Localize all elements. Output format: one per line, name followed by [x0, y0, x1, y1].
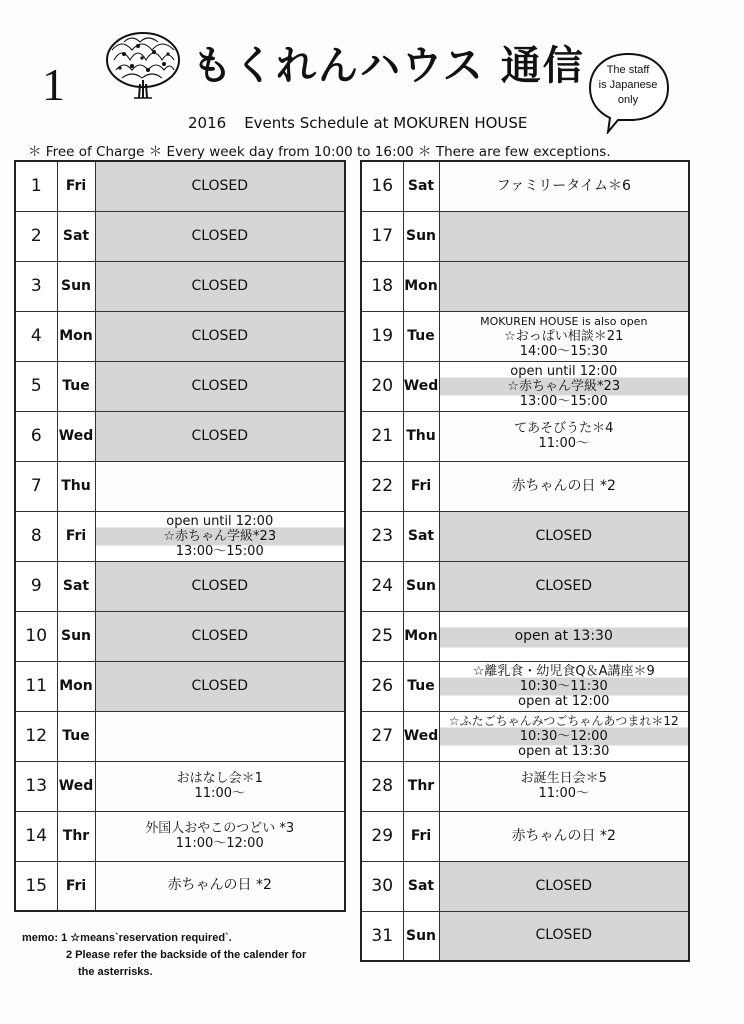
calendar-row [15, 661, 345, 711]
calendar-row [15, 211, 345, 261]
day-of-week: Mon [403, 261, 439, 311]
event-line: 10:30～12:00 [519, 728, 608, 744]
day-of-week: Thr [403, 761, 439, 811]
calendar-row [361, 661, 689, 711]
event-line: ファミリータイム＊6 [496, 177, 631, 194]
day-number: 9 [15, 561, 57, 611]
event-cell [95, 211, 345, 261]
calendar-row [15, 361, 345, 411]
calendar-row [361, 261, 689, 311]
event-line: open until 12:00 [510, 363, 618, 379]
event-cell [439, 361, 689, 411]
event-line: てあそびうた＊4 [514, 421, 614, 436]
calendar-table-left [14, 160, 346, 912]
event-cell [95, 461, 345, 511]
calendar-row [15, 461, 345, 511]
day-number: 14 [15, 811, 57, 861]
day-of-week: Wed [57, 411, 95, 461]
event-cell [95, 411, 345, 461]
calendar-row [361, 511, 689, 561]
calendar-row [15, 511, 345, 561]
event-line: CLOSED [191, 277, 249, 294]
event-line: CLOSED [191, 177, 249, 194]
event-line: CLOSED [191, 227, 249, 244]
event-line: 外国人おやこのつどい *3 [145, 821, 295, 836]
day-number: 25 [361, 611, 403, 661]
day-of-week: Mon [57, 311, 95, 361]
calendar-row [361, 161, 689, 211]
event-line: open at 12:00 [518, 693, 610, 709]
day-of-week: Sat [57, 211, 95, 261]
day-number: 26 [361, 661, 403, 711]
day-number: 4 [15, 311, 57, 361]
event-cell [95, 811, 345, 861]
calendar-row [361, 811, 689, 861]
memo-line-3: the asterrisks. [78, 966, 153, 978]
event-cell [95, 161, 345, 211]
day-number: 28 [361, 761, 403, 811]
day-of-week: Mon [57, 661, 95, 711]
day-of-week: Sun [403, 561, 439, 611]
day-number: 19 [361, 311, 403, 361]
day-number: 11 [15, 661, 57, 711]
event-line: 13:00～15:00 [519, 393, 608, 409]
event-line: 赤ちゃんの日 *2 [167, 877, 272, 894]
calendar-row [15, 761, 345, 811]
event-cell [95, 661, 345, 711]
calendar-row [361, 761, 689, 811]
event-line: 14:00～15:30 [519, 343, 608, 359]
calendar-table-right [360, 160, 690, 962]
day-of-week: Tue [403, 661, 439, 711]
event-line: 11:00～12:00 [175, 836, 264, 851]
day-number: 3 [15, 261, 57, 311]
event-cell [439, 711, 689, 761]
memo-line-2: 2 Please refer the backside of the calender for [66, 949, 307, 961]
day-of-week: Sun [57, 261, 95, 311]
memo-label: memo: [22, 932, 59, 944]
calendar-body-left [15, 161, 345, 911]
day-number: 2 [15, 211, 57, 261]
day-number: 5 [15, 361, 57, 411]
day-of-week: Wed [57, 761, 95, 811]
event-line: MOKUREN HOUSE is also open [480, 314, 648, 328]
day-number: 15 [15, 861, 57, 911]
day-number: 8 [15, 511, 57, 561]
calendar-row [361, 211, 689, 261]
day-of-week: Fri [57, 861, 95, 911]
day-of-week: Thu [57, 461, 95, 511]
event-line: 赤ちゃんの日 *2 [511, 827, 616, 844]
event-cell [439, 611, 689, 661]
day-number: 20 [361, 361, 403, 411]
calendar-row [15, 561, 345, 611]
day-number: 27 [361, 711, 403, 761]
day-of-week: Sat [57, 561, 95, 611]
event-cell [95, 511, 345, 561]
day-of-week: Sun [57, 611, 95, 661]
event-cell [439, 761, 689, 811]
event-cell [439, 261, 689, 311]
day-number: 22 [361, 461, 403, 511]
day-of-week: Sat [403, 861, 439, 911]
event-cell [95, 611, 345, 661]
day-of-week: Sun [403, 211, 439, 261]
event-cell [95, 711, 345, 761]
calendar-row [15, 811, 345, 861]
calendar-row [15, 161, 345, 211]
calendar-row [15, 261, 345, 311]
event-cell [439, 661, 689, 711]
day-number: 12 [15, 711, 57, 761]
newsletter-title: もくれんハウス 通信 [192, 43, 585, 89]
staff-speech-bubble [588, 50, 684, 134]
event-line: 13:00～15:00 [175, 543, 264, 559]
event-line: CLOSED [535, 877, 593, 894]
subtitle-text: Events Schedule at MOKUREN HOUSE [244, 114, 528, 132]
event-cell [439, 411, 689, 461]
event-cell [439, 311, 689, 361]
schedule-notice: ＊ Free of Charge ＊ Every week day from 10:00 to 16:00 ＊ There are few exceptions. [28, 144, 611, 160]
day-number: 17 [361, 211, 403, 261]
calendar-row [15, 611, 345, 661]
calendar-row [361, 711, 689, 761]
month-number: 1 [42, 59, 65, 110]
day-number: 23 [361, 511, 403, 561]
event-line: おはなし会＊1 [176, 771, 263, 786]
event-cell [439, 561, 689, 611]
memo-notes [22, 930, 306, 981]
subtitle-year: 2016 [188, 114, 227, 132]
event-line: ☆おっぱい相談＊21 [504, 328, 624, 344]
calendar-row [361, 861, 689, 911]
day-of-week: Mon [403, 611, 439, 661]
day-of-week: Thu [403, 411, 439, 461]
event-line: ☆ふたごちゃんみつごちゃんあつまれ＊12 [448, 713, 679, 728]
day-number: 30 [361, 861, 403, 911]
day-of-week: Sat [403, 511, 439, 561]
event-line: CLOSED [535, 527, 593, 544]
day-number: 13 [15, 761, 57, 811]
calendar-row [361, 611, 689, 661]
day-of-week: Fri [403, 811, 439, 861]
day-number: 7 [15, 461, 57, 511]
mokuren-tree-logo [104, 30, 182, 100]
event-line: お誕生日会＊5 [520, 771, 607, 786]
event-cell [439, 811, 689, 861]
event-line: CLOSED [191, 427, 249, 444]
event-cell [439, 161, 689, 211]
calendar-row [15, 861, 345, 911]
event-line: CLOSED [191, 377, 249, 394]
day-of-week: Sat [403, 161, 439, 211]
event-cell [439, 911, 689, 961]
calendar-row [361, 361, 689, 411]
event-cell [95, 861, 345, 911]
day-number: 21 [361, 411, 403, 461]
day-of-week: Fri [57, 511, 95, 561]
event-line: 11:00～ [194, 786, 245, 801]
event-line: CLOSED [535, 577, 593, 594]
day-of-week: Sun [403, 911, 439, 961]
day-of-week: Wed [403, 711, 439, 761]
day-of-week: Tue [403, 311, 439, 361]
event-cell [95, 361, 345, 411]
event-cell [439, 211, 689, 261]
memo-line-1: 1 ☆means`reservation required`. [61, 932, 232, 944]
event-cell [439, 861, 689, 911]
day-number: 16 [361, 161, 403, 211]
calendar-row [361, 411, 689, 461]
event-cell [95, 311, 345, 361]
event-line: CLOSED [191, 677, 249, 694]
calendar-row [15, 711, 345, 761]
calendar-row [361, 311, 689, 361]
calendar-row [15, 311, 345, 361]
day-of-week: Fri [403, 461, 439, 511]
day-number: 10 [15, 611, 57, 661]
calendar-row [361, 561, 689, 611]
day-of-week: Tue [57, 711, 95, 761]
event-line: CLOSED [191, 627, 249, 644]
event-line: ☆赤ちゃん学級*23 [507, 378, 621, 394]
event-line: 赤ちゃんの日 *2 [511, 477, 616, 494]
day-number: 1 [15, 161, 57, 211]
event-cell [95, 561, 345, 611]
calendar-row [15, 411, 345, 461]
event-line: ☆赤ちゃん学級*23 [163, 528, 277, 544]
event-line: open until 12:00 [166, 513, 274, 529]
event-cell [95, 261, 345, 311]
day-number: 31 [361, 911, 403, 961]
bubble-line-3: only [617, 94, 639, 106]
event-line: CLOSED [191, 577, 249, 594]
bubble-line-1: The staff [606, 64, 650, 76]
day-of-week: Thr [57, 811, 95, 861]
day-of-week: Wed [403, 361, 439, 411]
event-line: open at 13:30 [518, 743, 610, 759]
schedule-subtitle [188, 114, 527, 132]
day-number: 24 [361, 561, 403, 611]
event-line: 10:30～11:30 [519, 678, 608, 694]
day-number: 29 [361, 811, 403, 861]
bubble-line-2: is Japanese [598, 79, 658, 91]
event-line: CLOSED [535, 927, 593, 944]
event-line: 11:00～ [538, 436, 589, 451]
calendar-row [361, 911, 689, 961]
event-line: 11:00～ [538, 786, 589, 801]
event-line: ☆離乳食・幼児食Q＆A講座＊9 [472, 663, 655, 679]
day-number: 18 [361, 261, 403, 311]
calendar-body-right [361, 161, 689, 961]
event-cell [439, 461, 689, 511]
event-cell [95, 761, 345, 811]
event-line: CLOSED [191, 327, 249, 344]
day-of-week: Fri [57, 161, 95, 211]
event-cell [439, 511, 689, 561]
event-line: open at 13:30 [514, 627, 613, 644]
day-number: 6 [15, 411, 57, 461]
day-of-week: Tue [57, 361, 95, 411]
calendar-row [361, 461, 689, 511]
